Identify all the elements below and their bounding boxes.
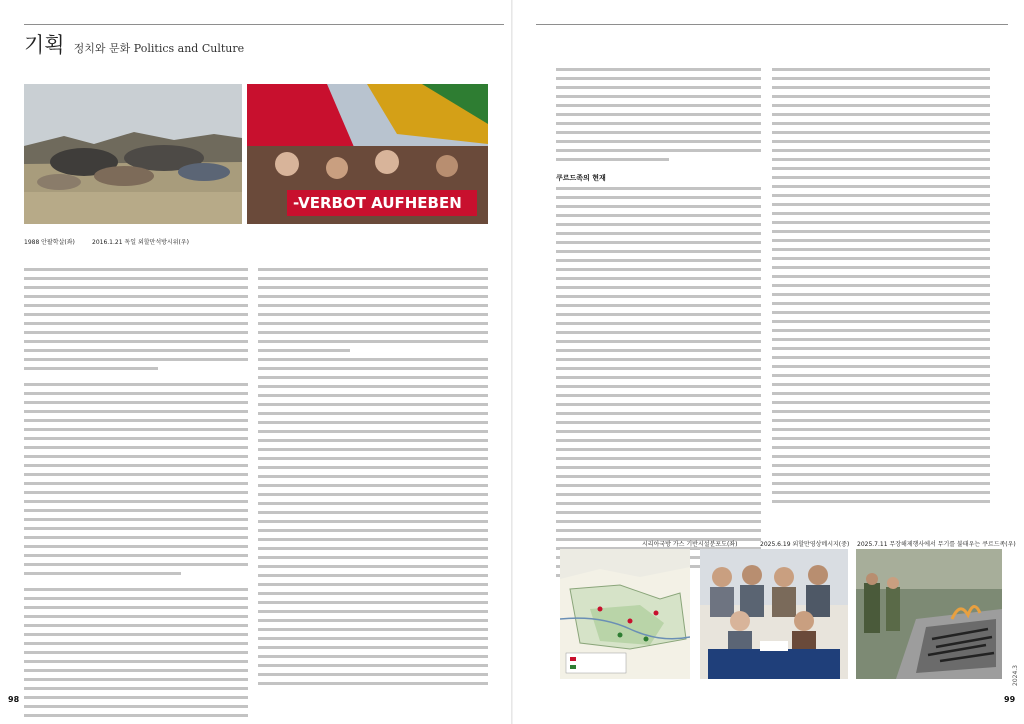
photo-massacre (24, 84, 242, 224)
video-message-image (700, 549, 848, 679)
section-subtitle: 정치와 문화 Politics and Culture (73, 42, 245, 55)
photo-disarmament (856, 549, 1002, 679)
banner-text: -VERBOT AUFHEBEN (293, 194, 462, 212)
photo-caption-4: 2025.6.19 외할만영상메시지(중) (760, 541, 850, 548)
protest-photo-image (247, 84, 488, 224)
photo-caption-5: 2025.7.11 무장해제행사에서 무기를 불태우는 쿠르드족(우) (857, 541, 1016, 548)
body-column-1 (24, 268, 248, 723)
section-header (24, 29, 244, 59)
disarmament-image (856, 549, 1002, 679)
massacre-photo-image (24, 84, 242, 224)
subheading-kurds-present: 쿠르드족의 현재 (556, 174, 606, 182)
photo-caption-3: 시리아국방 가스 기반시설분포도(좌) (642, 541, 738, 548)
photo-protest (247, 84, 488, 224)
photo-caption-2: 2016.1.21 독일 외할만석방시위(우) (92, 239, 189, 246)
map-image (560, 549, 690, 679)
photo-video-message (700, 549, 848, 679)
right-side-label: 2024.3 (1012, 665, 1019, 686)
photo-map (560, 549, 690, 679)
body-column-3 (556, 68, 761, 583)
photo-caption-1: 1988 안팔학살(좌) (24, 239, 75, 246)
right-page (512, 0, 1024, 724)
section-title: 기획 (24, 33, 65, 57)
body-column-2 (258, 268, 488, 691)
header-rule (24, 24, 504, 25)
left-page-number: 98 (8, 695, 20, 704)
header-rule-right (536, 24, 1008, 25)
body-column-4 (772, 68, 990, 509)
right-page-number: 99 (1004, 695, 1016, 704)
